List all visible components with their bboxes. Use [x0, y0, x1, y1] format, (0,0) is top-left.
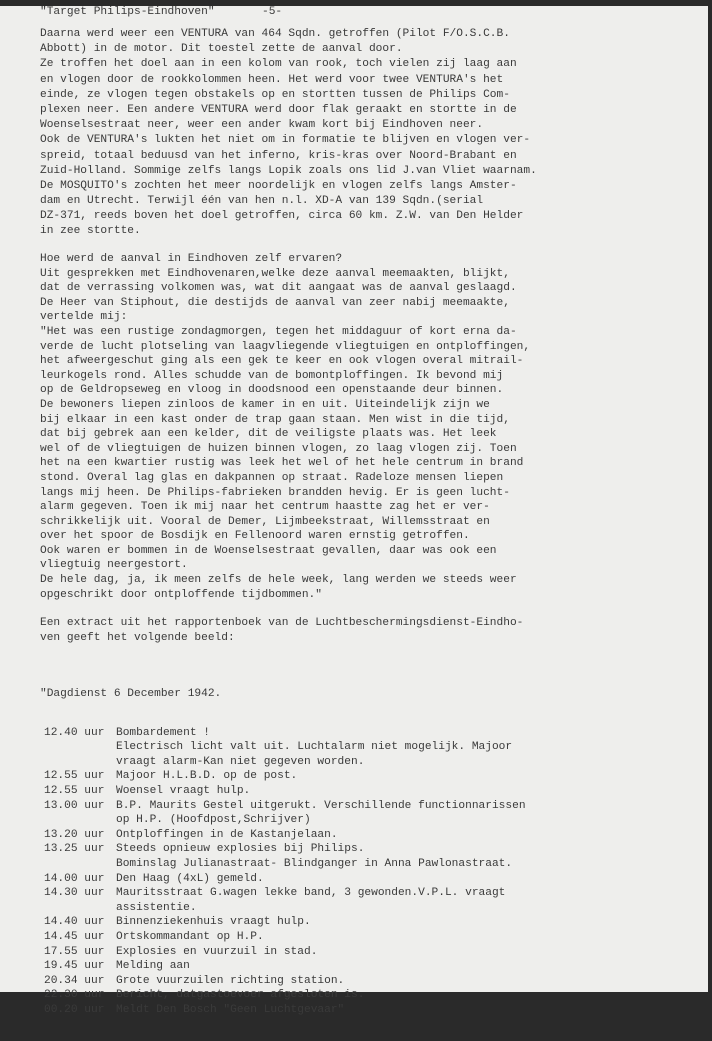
log-text: Steeds opnieuw explosies bij Philips.: [116, 843, 365, 856]
text-line: het na een kwartier rustig was leek het wel of het hele centrum in brand: [40, 457, 524, 470]
log-text: Majoor H.L.B.D. op de post.: [116, 770, 298, 783]
log-time: 20.34 uur: [44, 974, 105, 987]
text-line: Ze troffen het doel aan in een kolom van rook, toch vielen zij laag aan: [40, 58, 517, 71]
log-time: 13.00 uur: [44, 799, 105, 812]
log-time: 17.55 uur: [44, 945, 105, 958]
text-line: "Het was een rustige zondagmorgen, tegen het middaguur of kort erna da-: [40, 325, 517, 338]
log-entry: [40, 872, 700, 887]
log-text: Ortskommandant op H.P.: [116, 930, 264, 943]
text-line: alarm gegeven. Toen ik mij naar het centrum haastte zag het er ver-: [40, 501, 490, 514]
paragraph-eyewitness-account: [40, 252, 530, 602]
log-text: Binnenziekenhuis vraagt hulp.: [116, 916, 311, 929]
text-line: spreid, totaal beduusd van het inferno, kris-kras over Noord-Brabant en: [40, 149, 517, 162]
text-line: Hoe werd de aanval in Eindhoven zelf ervaren?: [40, 253, 343, 265]
log-text: assistentie.: [116, 901, 197, 914]
text-line: plexen neer. Een andere VENTURA werd door flak geraakt en stortte in de: [40, 103, 517, 116]
log-entry: [40, 842, 700, 857]
text-line: dat de verrassing volkomen was, wat dit aangaat was de aanval geslaagd.: [40, 282, 517, 295]
log-time: 22.30 uur: [44, 989, 105, 1002]
log-heading: "Dagdienst 6 December 1942.: [40, 688, 222, 700]
text-line: Woenselsestraat neer, weer een ander kwam kort bij Eindhoven neer.: [40, 119, 484, 132]
log-time: 19.45 uur: [44, 960, 105, 973]
log-entry: [40, 828, 700, 843]
text-line: De Heer van Stiphout, die destijds de aanval van zeer nabij meemaakte,: [40, 296, 510, 309]
text-line: Abbott) in de motor. Dit toestel zette de aanval door.: [40, 43, 403, 56]
text-line: De hele dag, ja, ik meen zelfs de hele week, lang werden we steeds weer: [40, 574, 517, 587]
text-line: stond. Overal lag glas en dakpannen op straat. Radeloze mensen liepen: [40, 471, 504, 484]
log-entry: [40, 901, 700, 916]
log-time: 12.40 uur: [44, 726, 105, 739]
text-line: dat bij gebrek aan een kelder, dit de veiligste plaats was. Het leek: [40, 428, 497, 441]
log-text: op H.P. (Hoofdpost,Schrijver): [116, 814, 311, 827]
paragraph-extract-intro: [40, 616, 523, 645]
log-text: Explosies en vuurzuil in stad.: [116, 945, 318, 958]
text-line: in zee stortte.: [40, 225, 141, 238]
text-line: einde, ze vlogen tegen obstakels op en stortten tussen de Philips Com-: [40, 88, 510, 101]
text-line: DZ-371, reeds boven het doel getroffen, circa 60 km. Z.W. van Den Helder: [40, 210, 524, 223]
log-entry: [40, 740, 700, 755]
log-entry: [40, 988, 700, 1003]
text-line: Een extract uit het rapportenboek van de Luchtbeschermingsdienst-Eindho-: [40, 617, 524, 629]
log-entry: [40, 974, 700, 989]
text-line: verde de lucht plotseling van laagvliegende vliegtuigen en ontploffingen,: [40, 340, 531, 353]
text-line: Ook de VENTURA's lukten het niet om in formatie te blijven en vlogen ver-: [40, 134, 531, 147]
log-text: Melding aan: [116, 960, 190, 973]
typewritten-page: [0, 6, 708, 1016]
text-line: op de Geldropseweg en vloog in doodsnood een openstaande deur binnen.: [40, 384, 504, 397]
log-text: Mauritsstraat G.wagen lekke band, 3 gewonden.V.P.L. vraagt: [116, 887, 506, 900]
text-line: De MOSQUITO's zochten het meer noordelijk en vlogen zelfs langs Amster-: [40, 179, 517, 192]
document-header-title: "Target Philips-Eindhoven": [40, 6, 215, 18]
log-text: Meldt Den Bosch "Geen Luchtgevaar": [116, 1003, 345, 1016]
log-entry: [40, 959, 700, 974]
text-line: opgeschrikt door ontploffende tijdbommen.": [40, 588, 322, 601]
text-line: over het spoor de Bosdijk en Fellenoord waren ernstig getroffen.: [40, 530, 470, 543]
text-line: dam en Utrecht. Terwijl één van hen n.l. XD-A van 139 Sqdn.(serial: [40, 195, 484, 208]
text-line: vliegtuig neergestort.: [40, 559, 188, 572]
log-entry: [40, 1003, 700, 1018]
log-time: 14.30 uur: [44, 887, 105, 900]
text-line: ven geeft het volgende beeld:: [40, 631, 235, 644]
log-entry: [40, 915, 700, 930]
text-line: bij elkaar in een kast onder de trap gaan staan. Men wist in die tijd,: [40, 413, 510, 426]
text-line: het afweergeschut ging als een gek te keer en ook vlogen overal mitrail-: [40, 355, 524, 368]
log-entry: [40, 784, 700, 799]
log-entry: [40, 857, 700, 872]
log-time: 14.45 uur: [44, 930, 105, 943]
log-text: Electrisch licht valt uit. Luchtalarm niet mogelijk. Majoor: [116, 741, 513, 754]
text-line: Ook waren er bommen in de Woenselsestraat gevallen, daar was ook een: [40, 544, 497, 557]
log-time: 12.55 uur: [44, 784, 105, 797]
log-section: [40, 663, 700, 1041]
text-line: Daarna werd weer een VENTURA van 464 Sqdn. getroffen (Pilot F/O.S.C.B.: [40, 28, 510, 40]
log-text: Ontploffingen in de Kastanjelaan.: [116, 828, 338, 841]
text-line: Zuid-Holland. Sommige zelfs langs Lopik zoals ons lid J.van Vliet waarnam.: [40, 164, 537, 177]
log-time: 14.40 uur: [44, 916, 105, 929]
text-line: De bewoners liepen zinloos de kamer in en uit. Uiteindelijk zijn we: [40, 398, 490, 411]
text-line: vertelde mij:: [40, 311, 128, 324]
text-line: wel of de vliegtuigen de huizen binnen vlogen, zo laag vlogen zij. Toen: [40, 442, 517, 455]
log-entry: [40, 930, 700, 945]
log-entry: [40, 945, 700, 960]
text-line: schrikkelijk uit. Vooral de Demer, Lijmbeekstraat, Willemsstraat en: [40, 515, 490, 528]
log-time: 13.25 uur: [44, 843, 105, 856]
log-entry: [40, 813, 700, 828]
log-text: B.P. Maurits Gestel uitgerukt. Verschillende functionnarissen: [116, 799, 526, 812]
log-time: 12.55 uur: [44, 770, 105, 783]
log-entry: [40, 755, 700, 770]
log-text: Bominslag Julianastraat- Blindganger in Anna Pawlonastraat.: [116, 857, 513, 870]
log-text: Bombardement !: [116, 726, 210, 739]
log-time: 00.20 uur: [44, 1003, 105, 1016]
log-time: 13.20 uur: [44, 828, 105, 841]
text-line: en vlogen door de rookkolommen heen. Het werd voor twee VENTURA's het: [40, 73, 504, 86]
log-entry: [40, 769, 700, 784]
text-line: Uit gesprekken met Eindhovenaren,welke deze aanval meemaakten, blijkt,: [40, 267, 510, 280]
log-text: Den Haag (4xL) gemeld.: [116, 872, 264, 885]
page-number: -5-: [262, 6, 283, 18]
log-text: Grote vuurzuilen richting station.: [116, 974, 345, 987]
log-text: vraagt alarm-Kan niet gegeven worden.: [116, 755, 365, 768]
log-entry: [40, 726, 700, 741]
text-line: langs mij heen. De Philips-fabrieken brandden hevig. Er is geen lucht-: [40, 486, 510, 499]
log-text: Bericht, datgastoevoer afgesloten is.: [116, 989, 365, 1002]
log-text: Woensel vraagt hulp.: [116, 784, 251, 797]
log-entry: [40, 799, 700, 814]
paragraph-ventura-mosquito: [40, 27, 537, 240]
log-entry: [40, 886, 700, 901]
log-time: 14.00 uur: [44, 872, 105, 885]
text-line: leurkogels rond. Alles schudde van de bomontploffingen. Ik bevond mij: [40, 369, 504, 382]
